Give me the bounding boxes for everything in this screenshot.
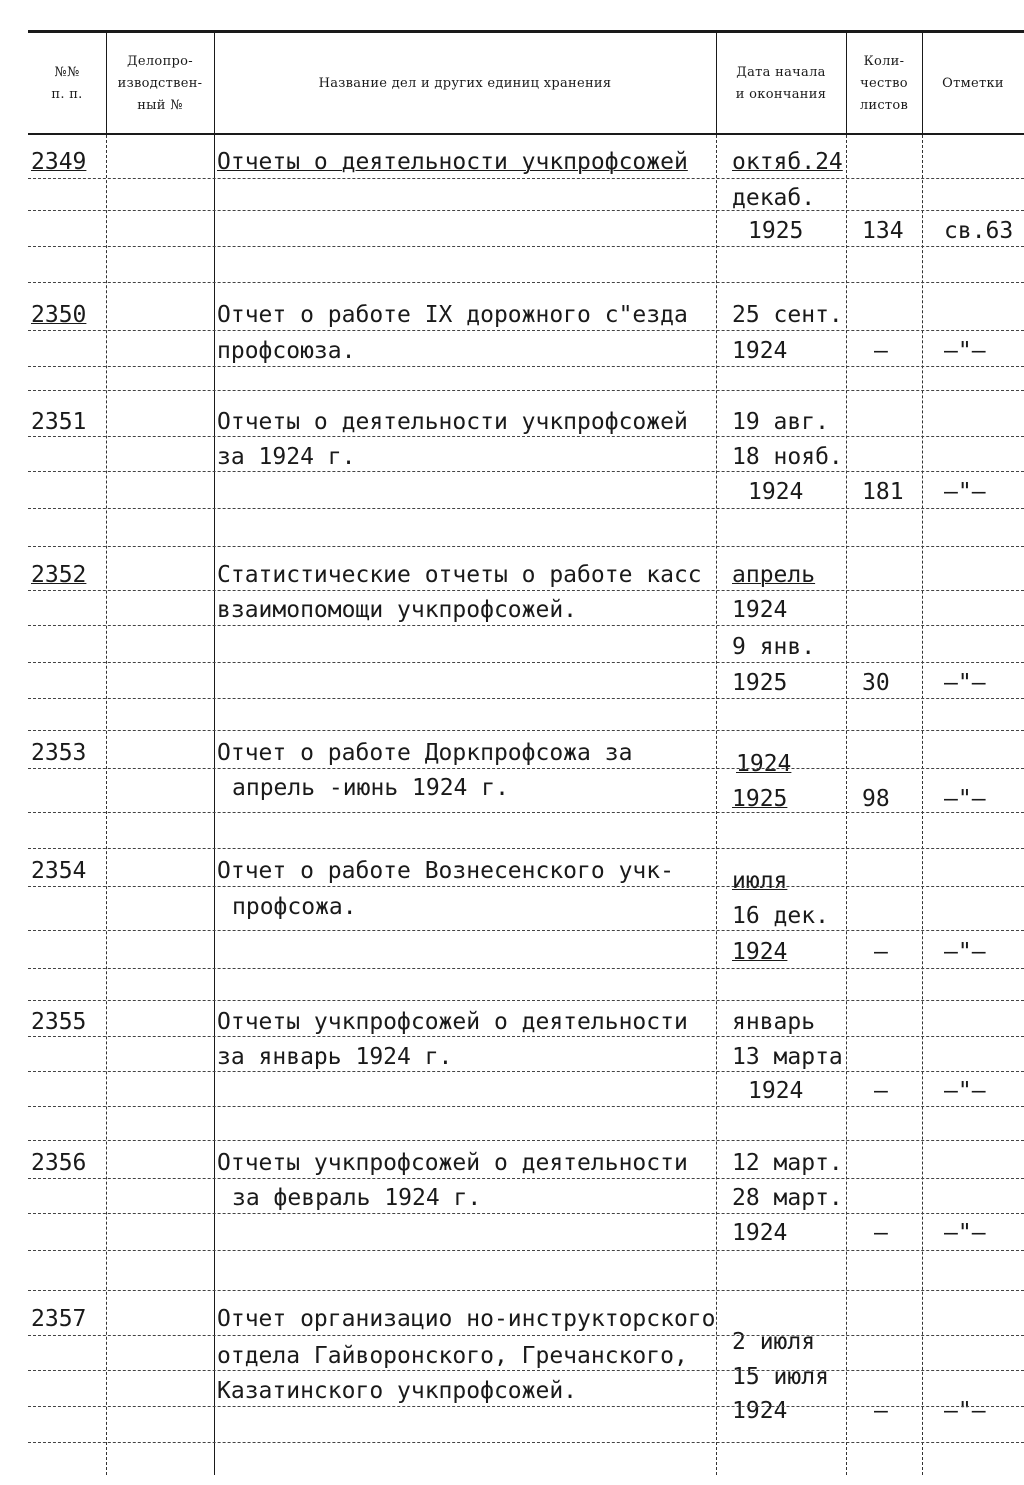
record-date-line: июля bbox=[732, 868, 788, 894]
ledger-rule bbox=[28, 508, 1024, 509]
ledger-rule bbox=[28, 1178, 1024, 1179]
record-sheet-count: – bbox=[874, 1078, 888, 1104]
column-divider bbox=[846, 135, 847, 1475]
header-top-rule bbox=[28, 30, 1024, 33]
ledger-rule bbox=[28, 768, 1024, 769]
record-title-line: Отчеты учкпрофсожей о деятельности bbox=[217, 1150, 688, 1176]
record-sheet-count: – bbox=[874, 1398, 888, 1424]
record-title-line: за январь 1924 г. bbox=[217, 1044, 453, 1070]
ledger-rule bbox=[28, 1071, 1024, 1072]
record-title-line: Отчеты о деятельности учкпрофсожей bbox=[217, 409, 688, 435]
ledger-rule bbox=[28, 1370, 1024, 1371]
record-date-line: 9 янв. bbox=[732, 634, 816, 660]
record-date-line: 1924 bbox=[748, 1078, 804, 1104]
ledger-rule bbox=[28, 886, 1024, 887]
ledger-rule bbox=[28, 812, 1024, 813]
ledger-rule bbox=[28, 1250, 1024, 1251]
ledger-rule bbox=[28, 730, 1024, 731]
record-marks: –"– bbox=[944, 1078, 986, 1104]
record-title-line: Отчет организацио но-инструкторского bbox=[217, 1306, 716, 1332]
record-title-line: Отчет о работе Вознесенского учк- bbox=[217, 858, 674, 884]
record-number: 2354 bbox=[31, 858, 87, 884]
record-date-line: 28 март. bbox=[732, 1185, 843, 1211]
record-title-line: профсоюза. bbox=[217, 338, 356, 364]
record-number: 2351 bbox=[31, 409, 87, 435]
ledger-rule bbox=[28, 210, 1024, 211]
record-title-line: отдела Гайворонского, Гречанского, bbox=[217, 1343, 688, 1369]
ledger-rule bbox=[28, 1000, 1024, 1001]
record-number: 2350 bbox=[31, 302, 87, 328]
record-number: 2355 bbox=[31, 1009, 87, 1035]
record-date-line: 16 дек. bbox=[732, 903, 829, 929]
record-date-line: 13 марта bbox=[732, 1044, 843, 1070]
record-date-line: 1924 bbox=[732, 1398, 788, 1424]
record-date-line: 1924 bbox=[736, 751, 792, 777]
record-sheet-count: – bbox=[874, 939, 888, 965]
ledger-rule bbox=[28, 698, 1024, 699]
ledger-rule bbox=[28, 366, 1024, 367]
column-divider bbox=[922, 33, 923, 133]
ledger-rule bbox=[28, 436, 1024, 437]
header-col-dates: Дата начала и окончания bbox=[735, 64, 827, 102]
header-col-number: №№ п. п. bbox=[51, 64, 83, 102]
ledger-rule bbox=[28, 1442, 1024, 1443]
ledger-rule bbox=[28, 625, 1024, 626]
record-date-line: январь bbox=[732, 1009, 816, 1035]
ledger-rule bbox=[28, 246, 1024, 247]
record-marks: –"– bbox=[944, 670, 986, 696]
record-title-line: Статистические отчеты о работе касс bbox=[217, 562, 702, 588]
record-title-line: Отчеты о деятельности учкпрофсожей bbox=[217, 149, 688, 175]
record-title-line: Отчет о работе IX дорожного с"езда bbox=[217, 302, 688, 328]
record-date-line: 1924 bbox=[732, 939, 788, 965]
record-sheet-count: 98 bbox=[862, 786, 890, 812]
column-divider bbox=[846, 33, 847, 133]
record-date-line: 15 июля bbox=[732, 1364, 829, 1390]
ledger-rule bbox=[28, 178, 1024, 179]
record-title-line: взаимопомощи учкпрофсожей. bbox=[217, 597, 578, 623]
ledger-rule bbox=[28, 968, 1024, 969]
record-number: 2353 bbox=[31, 740, 87, 766]
record-title-line: апрель -июнь 1924 г. bbox=[232, 775, 509, 801]
record-title-line: за февраль 1924 г. bbox=[232, 1185, 482, 1211]
header-col-marks: Отметки bbox=[942, 75, 1004, 91]
record-number: 2357 bbox=[31, 1306, 87, 1332]
record-sheet-count: – bbox=[874, 338, 888, 364]
record-title-line: Отчет о работе Доркпрофсожа за bbox=[217, 740, 633, 766]
header-col-office-number: Делопро- изводствен- ный № bbox=[117, 53, 203, 113]
record-marks: –"– bbox=[944, 338, 986, 364]
record-marks: св.63 bbox=[944, 218, 1014, 244]
record-date-line: апрель bbox=[732, 562, 816, 588]
record-date-line: 1924 bbox=[748, 479, 804, 505]
ledger-rule bbox=[28, 848, 1024, 849]
ledger-rule bbox=[28, 1335, 1024, 1336]
record-title-line: Казатинского учкпрофсожей. bbox=[217, 1378, 578, 1404]
record-date-line: 1924 bbox=[732, 338, 788, 364]
column-divider bbox=[106, 135, 107, 1475]
record-marks: –"– bbox=[944, 786, 986, 812]
ledger-rule bbox=[28, 1140, 1024, 1141]
record-title-line: Отчеты учкпрофсожей о деятельности bbox=[217, 1009, 688, 1035]
column-divider bbox=[106, 33, 107, 133]
ledger-rule bbox=[28, 390, 1024, 391]
record-marks: –"– bbox=[944, 479, 986, 505]
column-divider bbox=[716, 135, 717, 1475]
ledger-rule bbox=[28, 1290, 1024, 1291]
column-divider bbox=[716, 33, 717, 133]
record-date-line: 1925 bbox=[732, 670, 788, 696]
record-date-line: 12 март. bbox=[732, 1150, 843, 1176]
header-col-sheets: Коли- чество листов bbox=[859, 53, 909, 113]
record-sheet-count: 134 bbox=[862, 218, 904, 244]
column-divider bbox=[214, 33, 215, 133]
record-marks: –"– bbox=[944, 939, 986, 965]
header-bottom-rule bbox=[28, 133, 1024, 135]
record-date-line: декаб. bbox=[732, 185, 816, 211]
record-marks: –"– bbox=[944, 1220, 986, 1246]
ledger-rule bbox=[28, 282, 1024, 283]
record-date-line: 25 сент. bbox=[732, 302, 843, 328]
record-date-line: октяб.24 bbox=[732, 149, 843, 175]
ledger-rule bbox=[28, 930, 1024, 931]
record-date-line: 2 июля bbox=[732, 1329, 816, 1355]
record-marks: –"– bbox=[944, 1398, 986, 1424]
record-number: 2352 bbox=[31, 562, 87, 588]
record-date-line: 1924 bbox=[732, 597, 788, 623]
ledger-rule bbox=[28, 471, 1024, 472]
ledger-rule bbox=[28, 546, 1024, 547]
record-date-line: 1925 bbox=[732, 786, 788, 812]
record-date-line: 1925 bbox=[748, 218, 804, 244]
header-col-title: Название дел и других единиц хранения bbox=[318, 75, 612, 91]
record-number: 2356 bbox=[31, 1150, 87, 1176]
column-divider bbox=[214, 135, 215, 1475]
ledger-rule bbox=[28, 1213, 1024, 1214]
ledger-rule bbox=[28, 1406, 1024, 1407]
record-sheet-count: – bbox=[874, 1220, 888, 1246]
ledger-rule bbox=[28, 330, 1024, 331]
record-sheet-count: 30 bbox=[862, 670, 890, 696]
record-date-line: 19 авг. bbox=[732, 409, 829, 435]
record-title-line: за 1924 г. bbox=[217, 444, 356, 470]
ledger-rule bbox=[28, 662, 1024, 663]
ledger-rule bbox=[28, 1106, 1024, 1107]
column-divider bbox=[922, 135, 923, 1475]
ledger-rule bbox=[28, 1036, 1024, 1037]
ledger-rule bbox=[28, 590, 1024, 591]
record-sheet-count: 181 bbox=[862, 479, 904, 505]
record-date-line: 1924 bbox=[732, 1220, 788, 1246]
record-date-line: 18 нояб. bbox=[732, 444, 843, 470]
record-number: 2349 bbox=[31, 149, 87, 175]
record-title-line: профсожа. bbox=[232, 894, 357, 920]
